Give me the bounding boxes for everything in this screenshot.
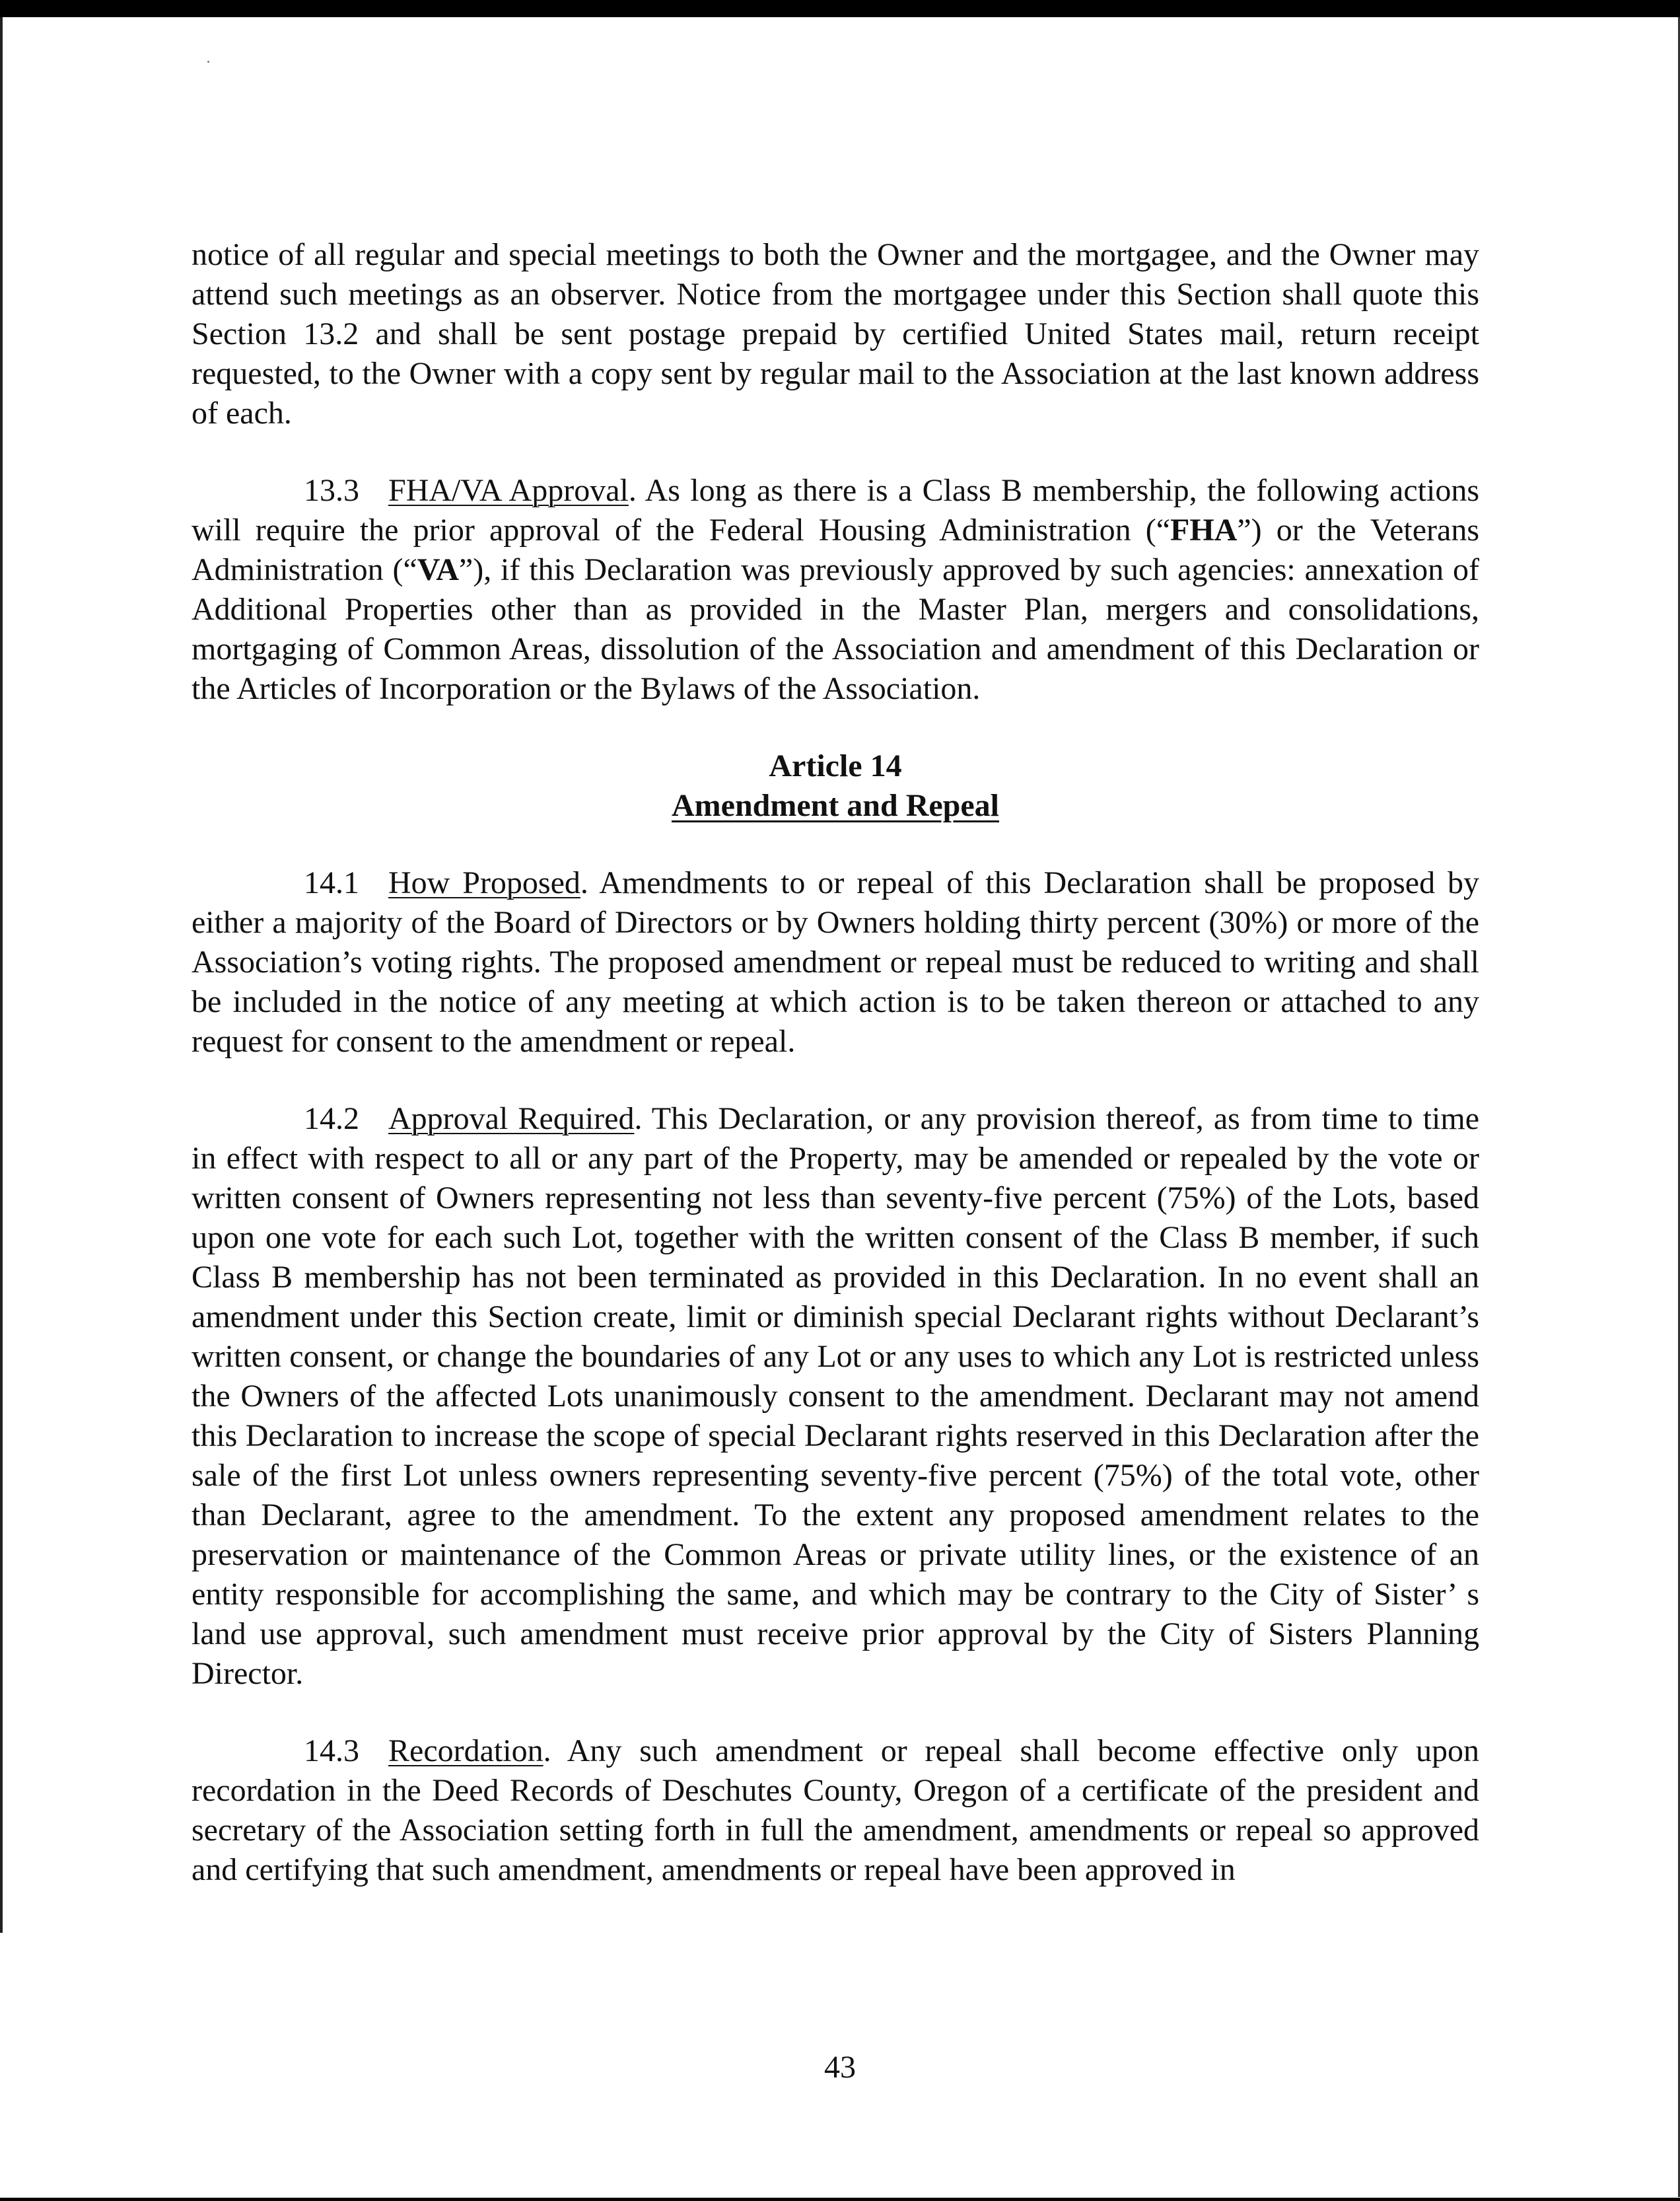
section-text: . As long as there is a Class B membership, the following actions will require the prior approval of the Federal Housing Administration (“ <box>192 473 1479 548</box>
section-number: 13.3 <box>304 473 359 508</box>
scan-speck <box>207 61 209 63</box>
section-heading: Approval Required <box>388 1101 635 1136</box>
section-text: ”) or the Veterans Administration (“ <box>192 513 1479 587</box>
section-text: . Any such amendment or repeal shall become effective only upon recordation in the Deed Records of Deschutes County, Oregon of a certificate of the president and secretary of the Association setting forth in full the amendment, amendments or repeal so approved and certifying that such amendment, amendments or repeal have been approved in <box>192 1733 1479 1887</box>
section-13-2-continued: notice of all regular and special meetings to both the Owner and the mortgagee, and the Owner may attend such meetings as an observer. Notice from the mortgagee under this Section shall quote this Section 13.2 and shall be sent postage prepaid by certified United States mail, return receipt requested, to the Owner with a copy sent by regular mail to the Association at the last known address of each. <box>192 237 1479 431</box>
section-14-3 <box>192 1731 1479 1890</box>
section-number: 14.1 <box>304 865 359 900</box>
section-heading: FHA/VA Approval <box>388 473 629 508</box>
article-heading <box>192 746 1479 826</box>
section-text: . This Declaration, or any provision thereof, as from time to time in effect with respect to all or any part of the Property, may be amended or repealed by the vote or written consent of Owners representing not less than seventy-five percent (75%) of the Lots, based upon one vote for each such Lot, together with the written consent of the Class B member, if such Class B membership has not been terminated as provided in this Declaration. In no event shall an amendment under this Section create, limit or diminish special Declarant rights without Declarant’s written consent, or change the boundaries of any Lot or any uses to which any Lot is restricted unless the Owners of the affected Lots unanimously consent to the amendment. Declarant may not amend this Declaration to increase the scope of special Declarant rights reserved in this Declaration after the sale of the first Lot unless owners representing seventy-five percent (75%) of the total vote, other than Declarant, agree to the amendment. To the extent any proposed amendment relates to the preservation or maintenance of the Common Areas or private utility lines, or the existence of an entity responsible for accomplishing the same, and which may be contrary to the City of Sister’ s land use approval, such amendment must receive prior approval by the City of Sisters Planning Director. <box>192 1101 1479 1691</box>
scan-bottom-border <box>0 2198 1680 2201</box>
fha-abbreviation: FHA <box>1170 513 1238 548</box>
section-14-2 <box>192 1099 1479 1694</box>
scan-top-border <box>0 0 1680 17</box>
scan-left-edge <box>0 17 3 1933</box>
section-number: 14.2 <box>304 1101 359 1136</box>
article-title: Amendment and Repeal <box>671 788 999 823</box>
section-text: ”), if this Declaration was previously approved by such agencies: annexation of Additional Properties other than as provided in the Master Plan, mergers and consolidations, mortgaging of Common Areas, dissolution of the Association and amendment of this Declaration or the Articles of Incorporation or the Bylaws of the Association. <box>192 552 1480 706</box>
va-abbreviation: VA <box>417 552 459 587</box>
section-heading: How Proposed <box>388 865 580 900</box>
section-text: . Amendments to or repeal of this Declaration shall be proposed by either a majority of the Board of Directors or by Owners holding thirty percent (30%) or more of the Association’s voting rights. The proposed amendment or repeal must be reduced to writing and shall be included in the notice of any meeting at which action is to be taken thereon or attached to any request for consent to the amendment or repeal. <box>192 865 1479 1059</box>
document-body <box>192 235 1479 1890</box>
section-14-1 <box>192 863 1479 1062</box>
section-number: 14.3 <box>304 1733 359 1768</box>
page-number: 43 <box>824 2050 856 2085</box>
article-label: Article 14 <box>769 748 902 783</box>
section-heading: Recordation <box>388 1733 543 1768</box>
section-13-3 <box>192 471 1479 709</box>
